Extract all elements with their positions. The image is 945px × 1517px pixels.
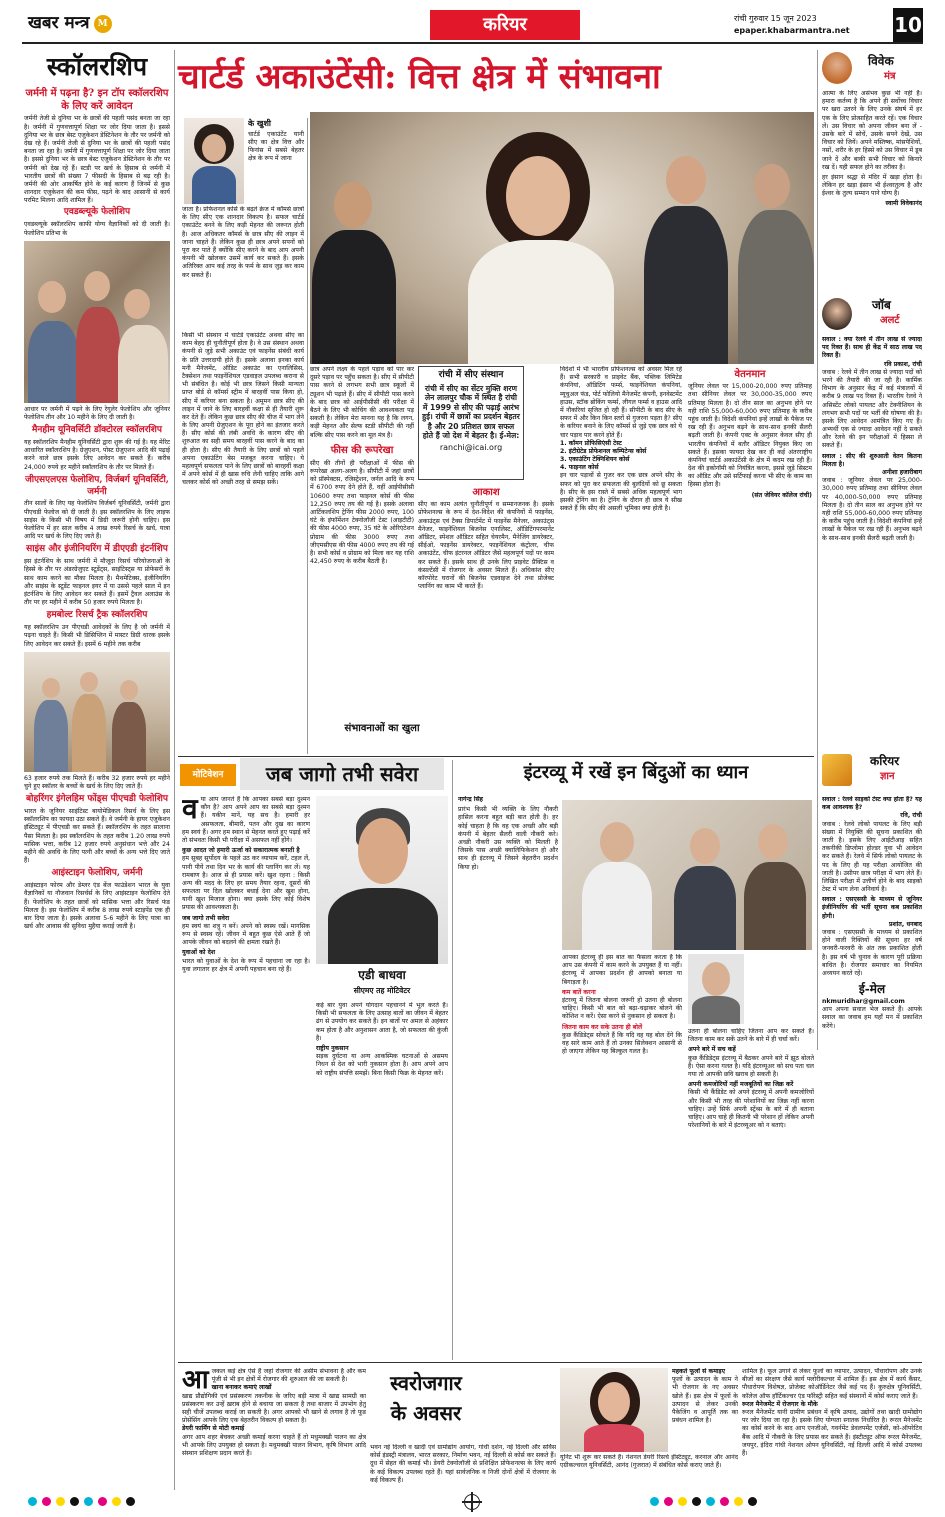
vivek-mantra-logo: विवेक मंत्र <box>822 52 922 86</box>
person-portrait-icon <box>822 298 852 330</box>
scholarship-s3-head: जीएसएलएस फेलोशिप, विर्जबर्ग यूनिवर्सिटी, जर्मनी <box>25 474 169 497</box>
motivation-col-1: वया आप जानते हैं कि आपका सबसे बड़ा दुश्मन कौन है? आप अपने आप का सबसे बड़ा दुश्मन हैं। यकीन मानें, यह सच है। हमारी हर असफलता, बीमारी, पतन और दुख का कारण हम स्वयं हैं। अगर हम स्थान से मेहनत करते हुए पढ़ाई करें तो संभवतः किसी भी परीक्षा में असफल नहीं होंगे। कुछ आदत जो हमारी ऊर्जा को सकारात्मक बनाती है हम सुबह सूर्योदय के पहले उठ कर व्यायाम करें, टहल लें, पानी पीयें तथा दिन भर के कार्य की प्लानिंग कर लें। यह रामबाण है। आज से ही प्रयास करें। खुश रहना : किसी अन्य की मदद के लिए हर समय तैयार रहना, दूसरों की सफलता पर दिल खोलकर बधाई देना और खुश होना, यानी खुश मिजाज होना। क्या इसके लिए कोई विशेष प्रयास की आवश्यकता है। जब जागो तभी सवेरा हम स्वयं का शत्रु न बनें। अपने को स्वस्थ रखें। मानसिक रूप से स्वस्थ रहें। जीवन में बहुत कुछ ऐसे आते हैं जो आपके जीवन को बदलने की क्षमता रखते हैं। युवाओं को देश भारत को युवाओं के देश के रूप में पहचाना जा रहा है। युवा लगातार हर क्षेत्र में अपनी पहचान बना रहे हैं। <box>182 796 310 973</box>
scholarship-s4-head: साइंस और इंजीनियरिंग में डीएएडी इंटर्नशिप <box>26 544 168 555</box>
registration-dot <box>678 1497 687 1506</box>
akash-column: आकाश सीए का काम अत्यंत चुनौतीपूर्ण व सम्मानजनक है। इसके प्रोफेशनल्स के रूप में देश-विदेश की कंपनियों में फाइनेंस, अकाउंट्स एवं टैक्स डिपार्टमेंट में फाइनेंस मैनेजर, अकाउंट्स मैनेजर, फाइनेंशियल बिजनेस एनालिस्ट, ऑडिटिंगपरमानेंट ऑडिटर, स्पेशल ऑडिटर सहित चेयरमैन, मैनेजिंग डायरेक्टर, सीईओ, फाइनेंस डायरेक्टर, फाइनेंशियल कंट्रोलर, चीफ अकाउंटेंट, चीफ इंटरनल ऑडिटर जैसे महत्वपूर्ण पदों पर काम कर सकते हैं। इसके साथ ही उनके लिए प्राइवेट प्रैक्टिस व कंसल्टेंसी में रोजगार के अवसर मिलते हैं। अधिकांश सीए कॉरपोरेट घरानों की बिजनेस एडवाइज देने तथा प्रोजेक्ट प्लानिंग का काम भी करते हैं। <box>418 487 554 591</box>
registration-dot <box>734 1497 743 1506</box>
person-body <box>692 996 740 1024</box>
fee-head: फीस की रूपरेखा <box>330 444 394 456</box>
main-col-6: विदेशों में भी भारतीय प्रोफेशनल्स को अवसर मिल रहे हैं। सभी सरकारी व प्राइवेट बैंक, पब्लिक लिमिटेड कंपनियां, ऑडिटिंग फर्म्स, फाइनेंशियल कंपनियां, म्यूचुअल फंड, पोर्ट फोलियो मैनेजमेंट कंपनी, इनवेस्टमेंट हाउस, स्टॉक ब्रोकिंग फर्म्स, लीगल फर्म्स व हाउस आदि में नौकरियां सृजित हो रही हैं। सीपीटी के बाद सीए के सफर में और किन किन स्तरों से गुजरना पड़ता है? सीए के करियर बनाने के लिए कॉमर्स से जुड़े एक छात्र को ये चार पड़ाव पार करने होते हैं। 1. कॉमन प्रोफिसिएंसी टेस्ट 2. इंटीग्रेटेड प्रोफेशनल कम्पिटेन्स कोर्स 3. एकाउंटिंग टेक्निशियन कोर्स 4. फाइनल कोर्स इन चार पड़ावों से गुजर कर एक छात्र अपने सीए के सफर को पूरा कर सफलता की बुलंदियों को छू सकता है। सीए के इस रास्ते में सबसे अधिक महत्वपूर्ण भाग इसकी ट्रेनिंग का है। ट्रेनिंग के दौरान ही छात्र ये सीख सकते हैं कि सीए की असली भूमिका क्या होती है। <box>560 366 682 513</box>
motivation-tag: मोटिवेशन <box>180 764 236 786</box>
salary-source: (संत जेवियर कॉलेज रांची) <box>751 491 812 499</box>
interview-col-2: आपका इंटरव्यू ही इस बात का फैसला करता है कि आप उस कंपनी में काम करने के उपयुक्त हैं या नहीं। इंटरव्यू में आपका प्रदर्शन ही आपको बनाता या बिगाड़ता है। कम बातें करना इंटरव्यू में जितना बोलना जरूरी हो उतना ही बोलना चाहिए। किसी भी बात को बढ़ा-चढ़ाकर बोलने की कोशिश न करें। ऐसा करने से नुकसान हो सकता है। जितना काम कर सके उतना ही बोलें कुछ कैंडिडेट्स सोचते हैं कि यदि वह यह बोल देंगे कि वह सारे काम आते हैं तो उनका सिलेक्शन आसानी से हो जाएगा लेकिन यह बिल्कुल गलत है। <box>562 954 682 1056</box>
hero-photo-classroom <box>310 112 814 364</box>
main-col-3: छात्र अपने लक्ष्य के पहले पड़ाव को पार कर दूसरे पड़ाव पर पहुँच सकता है। सीए में सीपीटी पास करने से लगभग सभी छात्र स्कूलों में ट्यूशन भी पढ़ाते हैं। सीए में सीपीटी पास करने के बाद छात्र को आईपीसीसी की परीक्षा में बैठने के लिए भी कोचिंग की आवश्यकता पड़ सकती है। लेकिन मेरा मानना यह है कि लगन, कड़ी मेहनत और सेल्फ स्टडी सीपीटी की नहीं बल्कि सीए पास करने का मूल मंत्र है। फीस की रूपरेखा सीए की तीनों ही परीक्षाओं में फीस की रूपरेखा अलग-अलग है। सीपीटी में जहां छात्रों को प्रॉस्पेक्टस, रजिस्ट्रेशन, जर्नल आदि के रूप में 6700 रुपए देने होते हैं, वहीं आईपीसीसी 10600 रुपए तथा फाइनल कोर्स की फीस 12,250 रुपए तय की गई है। इसके अलावा आर्टिकलशिप ट्रेनिंग फीस 2000 रुपए, 100 घंटे के इंफॉर्मेशन टेक्नोलॉजी टेस्ट (आइटीटी) की फीस 4000 रुपए, 35 घंटे के ओरिएंटेशन प्रोग्राम की फीस 3000 रुपए तथा जीएमसीएस की फीस 4000 रुपए तय की गई है। सभी कोर्स व प्रोग्राम को मिला कर यह राशि 42,450 रुपए के करीब बैठती है। <box>310 366 414 566</box>
student-body-main <box>468 240 614 364</box>
ranchi-box-text: रांची में सीए का सेंटर मुक्ति शरण लेन लालपुर चौक में स्थित है रांची में 1999 से सीए की पढ़ाई आरंभ हुई। रांची में छात्रों का प्रदर्शन बेहतर है और 20 प्रतिशत छात्र सफल होते हैं जो देश में बेहतर है। ई-मेल: <box>422 383 520 441</box>
student-face <box>38 281 66 313</box>
list-item: 3. एकाउंटिंग टेक्निशियन कोर्स <box>560 456 630 464</box>
list-item: 4. फाइनल कोर्स <box>560 464 599 472</box>
scholarship-s6-text: भारत के जूनियर साइंटिस्ट बायोमेडिकल रिसर्च के लिए इस स्कॉलरशिप का फायदा उठा सकते हैं। वे जर्मनी के हायर एजुकेशन इंस्टिट्यूट में पीएचडी कर सकते हैं। स्कॉलरशिप के तहत सालाना पैसा मिलता है। इस स्कॉलरशिप के तहत करीब 1.20 लाख रुपये मासिक भत्ता, करीब 12 हजार रुपये अनुसंधान भत्ते और 24 महीने की अवधि के लिए पत्नी और बच्चों के अन्य भत्ते दिए जाते हैं। <box>24 808 170 865</box>
candidate-face <box>600 822 634 862</box>
bottom-col-2: भवन नई दिल्ली व खादी एवं ग्रामोद्योग आयोग, गांधी दर्शन, नई दिल्ली और सर्विस कोर्स इंडस्ट्री मंत्रालय, भारत सरकार, निर्माण भवन, नई दिल्ली से कोर्स कर सकते हैं। दूध में सेहत की कमाई भी। डेयरी टेक्नोलॉजी से प्रशिक्षित प्रोफेशनल्स के लिए कार्य के कई विकल्प उपलब्ध रहते हैं। यहां सार्वजनिक व निजी दोनों क्षेत्रों में रोजगार के कई विकल्प हैं। <box>370 1444 556 1484</box>
person-face <box>702 962 730 996</box>
registration-marks-right <box>650 1497 762 1507</box>
main-intro-a: के खुशी चार्टर्ड एकाउंटेंट यानी सीए का क्षेत्र वित्त और फिनांस में सबसे बेहतर क्षेत्र के रूप में जाना <box>248 118 304 163</box>
student-body <box>644 206 728 364</box>
salary-head: वेतनमान <box>734 369 766 380</box>
bottom-col-3b: महकते फूलों से कमाइए फूलों के उत्पादन के काम ने भी रोजगार के नए अवसर खोले हैं। इस क्षेत्र में फूलों के उत्पादन से लेकर उनकी पैकेजिंग व आपूर्ति तक का प्रबंधन शामिल है। <box>672 1368 738 1425</box>
list-item: 1. कॉमन प्रोफिसिएंसी टेस्ट <box>560 439 622 447</box>
registration-dot <box>720 1497 729 1506</box>
scholarship-title: स्कॉलरशिप <box>46 52 148 81</box>
motivator-body <box>328 888 438 964</box>
brand-logo: खबर मन्त्र M <box>28 12 112 34</box>
registration-marks-left <box>28 1497 140 1507</box>
vivek-author: स्वामी विवेकानंद <box>885 200 922 208</box>
candidate-body <box>582 862 652 950</box>
registration-dot <box>98 1497 107 1506</box>
scholarship-s3-text: तीन सालों के लिए यह फेलोशिप विर्जबर्ग यूनिवर्सिटी, जर्मनी द्वारा पीएचडी फेलोज को दी जाती है। इस स्कॉलरशिप के लिए लाइफ साइंस के किसी भी विषय में डिग्री जरूरी होनी चाहिए। इस फेलोशिप में हर साल करीब 4 लाख रुपये रिसर्च के खर्च, यात्रा आदि पर खर्च के लिए दिए जाते हैं। <box>24 500 170 541</box>
student-face-main <box>506 156 570 236</box>
interviewer-body <box>674 866 736 950</box>
scholarship-s5-text-b: 63 हजार रुपये तक मिलते हैं। करीब 32 हजार रुपये हर महीने चुने हुए स्कॉलर के बच्चों के खर्च के लिए दिए जाते हैं। <box>24 774 170 790</box>
student-body <box>28 321 78 403</box>
registration-dot <box>126 1497 135 1506</box>
registration-crosshair-icon <box>464 1494 480 1510</box>
column-divider <box>817 50 818 1050</box>
motivator-photo <box>316 796 448 964</box>
section-divider <box>178 756 814 757</box>
main-byline: के खुशी <box>248 118 271 128</box>
registration-dot <box>706 1497 715 1506</box>
registration-dot <box>84 1497 93 1506</box>
scholarship-s6-head: बोहरिंगर इंगेलहिम फोंड्स पीएचडी फेलोशिप <box>25 794 168 805</box>
self-employment-title: स्वरोजगार के अवसर <box>390 1371 462 1425</box>
scholarship-s1-head: एवडब्ल्यूके फेलोशिप <box>63 207 131 218</box>
interview-col-3: उतना ही बोलना चाहिए जितना आप कर सकते हैं। जितना काम कर सकें उतने के बारे में ही चर्चा करें। अपने बारे में सच कहें कुछ कैंडिडेट्स इंटरव्यू में बैठकर अपने बारे में झूठ बोलते हैं। ऐसा करना गलत है। यदि इंटरव्यूअर को सच पता चल गया तो आपकी छवि खराब हो सकती है। अपनी कमजोरियों नहीं मजबूतियों का जिक्र करें किसी भी कैंडिडेट को अपने इंटरव्यू में अपनी कमजोरियों और किसी भी तरह की परेशानियों का जिक्र नहीं करना चाहिए। उन्हें सिर्फ अपनी स्ट्रेंथ्स के बारे में ही बताना चाहिए। आप चाहे ही कितनी भी परेशान हों लेकिन अपनी परेशानियों के बारे में इंटरव्यूअर को न बताएं। <box>688 1028 814 1130</box>
vivekananda-portrait-icon <box>822 52 852 84</box>
interviewer-body <box>744 862 806 950</box>
email-address[interactable]: nkmuridhar@gmail.com <box>822 997 905 1005</box>
scholarship-s1-text-b: आधार पर जर्मनी में पढ़ने के लिए रेगुलेर फेलोशिप और जूनियर फेलोशिप तीन और 10 महीने के लिए दी जाती है। <box>24 405 170 421</box>
student-face <box>124 289 150 319</box>
page-header <box>22 8 923 44</box>
bottom-photo-woman <box>560 1368 668 1452</box>
column-divider <box>174 50 175 1490</box>
student-body <box>312 230 396 364</box>
scholarship-photo-students <box>24 241 170 403</box>
career-gyan-logo: करियर ज्ञान <box>822 752 922 790</box>
student-face <box>42 678 60 698</box>
registration-dot <box>664 1497 673 1506</box>
scholarship-s4-text: इस इंटर्नशिप के साथ जर्मनी में मौजूदा रिसर्च परियोजनाओं के हिस्से के तौर पर अंडरग्रेजुएट स्टूडेंट्स, साइंटिस्ट्स या प्रोफेसरों के साथ काम करने का मौका मिलता है। मैथमेटिक्स, इंजीनियरिंग और साइंस के स्टूडेंट फाइनल इयर में या उससे पहले साल में इन इंटर्नशिप के लिए आवेदन कर सकते हैं। इसमें ट्रैवल अलाउंस के तौर पर हर महीने में करीब 50 हजार रुपये मिलता है। <box>24 558 170 607</box>
student-face <box>666 156 706 204</box>
section-divider <box>178 1362 922 1363</box>
registration-dot <box>56 1497 65 1506</box>
job-alert-logo: जॉब अलर्ट <box>822 296 922 332</box>
brand-badge-icon: M <box>94 15 112 33</box>
woman-body <box>584 1424 644 1452</box>
motivator-role: सीएमए तह मोटिवेटर <box>353 986 411 995</box>
student-face <box>120 680 138 700</box>
ranchi-box-email[interactable]: ranchi@icai.org <box>439 442 503 452</box>
scholarship-s1-text: एवडब्ल्यूके स्कॉलरशिप काफी योग्य वैज्ञानिकों को दी जाती है। फेलोशिप प्रतिभा के <box>24 221 170 237</box>
interview-photo <box>562 800 812 950</box>
job-alert-text: सवाल : क्या रेलवे में तीन लाख से ज्यादा पद रिक्त हैं। साथ ही केंद्र में साठ लाख पद रिक्त हैं। रवि प्रकाश, रांची जवाब : रेलवे में तीन लाख से ज्यादा पदों को भरने की तैयारी की जा रही है। कार्मिक विभाग के अनुसार केंद्र में कई मंत्रालयों में करीब 9 लाख पद रिक्त हैं। भारतीय रेलवे ने असिस्टेंट लोको पायलट और टेक्नीशियन के लगभग सभी पदों पर भर्ती की घोषणा की है। इसके लिए आवेदन आमंत्रित किए गए हैं। अभ्यर्थी एक से ज्यादा आवेदन नहीं दे सकते और रेलवे की इन परीक्षाओं में हिस्सा ले सकते हैं। सवाल : सीए की शुरुआती वेतन कितना मिलता है। अनीशा हजारीबाग जवाब : जूनियर लेवल पर 25,000-30,000 रुपए प्रतिमाह तथा सीनियर लेवल पर 40,000-50,000 रुपए प्रतिमाह मिलता है। दो तीन साल का अनुभव होने पर यही राशि 55,000-60,000 रुपए प्रतिमाह के करीब पहुंच जाती है। विदेशी कंपनियां इन्हें लाखों के पैकेज पर रख रही हैं। अनुभव बढ़ने के साथ-साथ इनकी सैलरी बढ़ती जाती है। <box>822 336 922 542</box>
bottom-col-1: आजकल कई क्षेत्र ऐसे हैं जहां रोजगार की असीम संभावना है और कम पूंजी से भी इन क्षेत्रों में रोजगार की शुरुआत की जा सकती है। खाना बनाकर कमाएं लाखों खाद्य प्रौद्योगिकी एवं प्रसंस्करण तकनीक के जरिए बड़ी मात्रा में खाद्य सामग्री का प्रसंस्करण कर उन्हें ख़राब होने से बचाया जा सकता है तथा बाजार में उपभोग हेतु सही चीजें उपलब्ध कराई जा सकती है। अगर आपको भी खाने से लगाव है तो फूड प्रोसेसिंग आपके लिए एक बेहतरीन विकल्प हो सकता है। डेयरी फार्मिंग से मोटी कमाई अगर आप शहर बेचकर अच्छी कमाई करना चाहते हैं तो मधुमक्खी पालन का क्षेत्र भी आपके लिए उपयुक्त हो सकता है। मधुमक्खी पालन विभाग, कृषि विभाग आदि संस्थान प्रशिक्षण प्रदान करते हैं। <box>182 1368 366 1457</box>
student-body <box>112 702 146 772</box>
scholarship-intro-text: जर्मनी तेजी से दुनिया भर के छात्रों की पहली पसंद बनता जा रहा है। जर्मनी में गुणवत्तापूर्ण शिक्षा पर जोर दिया जाता है। इससे दुनिया भर के छात्र बेस्ट एजुकेशन डेस्टिनेशन के तौर पर जर्मनी को देख रहे हैं। जर्मनी तेजी से दुनिया भर के छात्रों की पहली पसंद बनता जा रहा है। जर्मनी में गुणवत्तापूर्ण शिक्षा पर जोर दिया जाता है। इससे दुनिया भर के छात्र बेस्ट एजुकेशन डेस्टिनेशन के तौर पर जर्मनी को देख रहे हैं। स्टडी पर खर्च के हिसाब से जर्मनी में भारतीय छात्रों की संख्या 7 फीसदी के हिसाब से बढ़ रही है। जर्मनी की ओर आकर्षित होने के कई कारण हैं जिनमें से कुछ शानदार एजुकेशन की कम फीस, पढ़ने के बाद आसानी से कार्य परमिट मिलना आदि शामिल हैं। <box>24 115 170 205</box>
registration-dot <box>112 1497 121 1506</box>
student-body <box>34 700 68 772</box>
student-face <box>80 672 98 692</box>
scholarship-s7-head: आइंस्टाइन फेलोशिप, जर्मनी <box>51 868 143 879</box>
interview-title: इंटरव्यू में रखें इन बिंदुओं का ध्यान <box>523 762 749 783</box>
scholarship-s7-text: आइंस्टाइन फोरम और डेम्लर एंड बेंज फाउंडेशन भारत के युवा वैज्ञानिकों या नौजवान रिसर्चर्स के लिए आइंस्टाइन फेलोशिप देते हैं। फेलोशिप के तहत छात्रों को मासिक भत्ता और रिसर्च फंड मिलता है। इस फेलोशिप में करीब 8 लाख रुपये स्टाइपेंड एक ही बार दिया जाता है। इसके अलावा 5-6 महीने के लिए यात्रा का खर्च और आवास की सुविधा मुहैया कराई जाती है। <box>24 882 170 931</box>
motivator-face <box>358 818 408 884</box>
interview-byline: नागेन्द्र सिंह <box>458 796 483 803</box>
student-face <box>334 182 372 228</box>
registration-dot <box>748 1497 757 1506</box>
section-tab: करियर <box>430 10 580 40</box>
scholarship-s2-head: मैनहीम यूनिवर्सिटी डॉक्टोरल स्कॉलरशिप <box>32 425 162 436</box>
interviewer-face <box>758 824 788 860</box>
motivator-name: एडी बाधवा <box>358 968 406 982</box>
main-col-2: किसी भी संस्थान में चार्टर्ड एकाउंटेंट अथवा सीए का काम बेहद ही चुनौतीपूर्ण होता है। वे उस संस्थान अथवा कंपनी से जुड़े सभी अकाउंट एवं फाइनेंस संबंधी कार्य के प्रति उत्तरदायी होते हैं। इसके अलावा इनका कार्य मनी मैनेजमेंट, ऑडिट अकाउंट का एनालिसिस, टैक्सेशन तथा फाइनेंशियल एडवाइज उपलब्ध कराना से भी संबंधित है। कोई भी छात्र जिसने किसी मान्यता प्राप्त बोर्ड से कॉमर्स स्ट्रीम में बारहवीं पास किया हो, सीए में करियर बना सकता है। अमूमन छात्र सीए की लाइन में जाने के लिए बारहवीं कक्षा से ही तैयारी शुरू कर देते हैं। लेकिन कुछ छात्र सीए की चीज में भाग लेने के लिए अपनी ग्रेजुएशन के पूरा होने का इंतजार करते हैं। सीए कोर्स की लंबी अवधि के कारण सीए की शुरुआत का सही समय बारहवीं पास करने के बाद का ही होता है। सीए की तैयारी के लिए छात्रों को पहले अपना एकाउंटिंग बेस मजबूत करना चाहिए। ये महत्वपूर्ण सफलता पाने के लिए छात्रों को बारहवीं कक्षा में अपने कोर्स में ही खास रुचि लेनी चाहिए ताकि आगे चलकर कोर्स को अच्छी तरह से समझ सकें। <box>182 332 304 487</box>
column-divider <box>307 118 308 754</box>
scholarship-column <box>24 50 170 1490</box>
website-link[interactable]: epaper.khabarmantra.net <box>734 26 850 35</box>
registration-dot <box>70 1497 79 1506</box>
bottom-dropcap: आ <box>182 1368 209 1395</box>
scholarship-photo-campus <box>24 652 170 772</box>
vivek-text: आत्मा के लिए असंभव कुछ भी नहीं है। हमारा कर्तव्य है कि अपने ही सर्वोच्च विचार पर खरा उतरने के लिए उनके संघर्ष में हर एक के लिए प्रोत्साहित करते रहें। एक विचार लें। उस विचार को अपना जीवन बना लें - उसके बारे में सोचें, उसके सपने देखें, उस विचार को जियें। अपने मस्तिष्क, मांसपेशियों, नसों, शरीर के हर हिस्से को उस विचार में डूब जाने दें और बाकी सभी विचार को किनारे रख दें। यही सफल होने का तरीका है। हर इंसान श्रद्धा से मंदिर में खड़ा होता है। लेकिन हर खड़ा इंसान भी ईश्वरतुल्य है और ईश्वर के तुल्य सम्मान पाने योग्य है। स्वामी विवेकानंद <box>822 90 922 208</box>
scholarship-intro-head: जर्मनी में पढ़ना है? इन टॉप स्कॉलरशिप के लिए करें आवेदन <box>25 88 169 113</box>
registration-dot <box>42 1497 51 1506</box>
woman-face <box>598 1382 630 1422</box>
interviewer-face <box>690 828 720 864</box>
scholarship-s2-text: यह स्कॉलरशिप मैनहीम यूनिवर्सिटी द्वारा शुरू की गई है। यह मेरिट आधारित स्कॉलरशिप है। ग्रेजुएशन, पोस्ट ग्रेजुएशन आदि की पढ़ाई करने वाले छात्र इसके लिए आवेदन कर सकते हैं। करीब 24,000 रुपये हर महीने स्कॉलरशिप के तौर पर मिलते हैं। <box>24 438 170 471</box>
ranchi-box <box>418 366 524 480</box>
career-gyan-icon <box>822 754 852 786</box>
student-body <box>738 210 814 364</box>
scholarship-s5-text: यह स्कॉलरशिप उन पीएचडी आवेदकों के लिए है जो जर्मनी में पढ़ना चाहते हैं। किसी भी डिसिप्लिन में मास्टर डिग्री धारक इसके लिए आवेदन कर सकते हैं। इसमें 6 महीने तक करीब <box>24 624 170 648</box>
bottom-col-3: यूनिट भी शुरू कर सकते हैं। नेशनल डेयरी रिसर्च इंस्टिट्यूट, करनाल और आनंद एग्रीकल्चरल यूनिवर्सिटी, आनंद (गुजरात) में संबंधित कोर्स कराए जाते हैं। <box>560 1454 738 1470</box>
dateline: रांची गुरुवार 15 जून 2023 <box>734 14 817 23</box>
motivation-col-2: कई बार युवा अपने योगदान पहचानने में भूल करते हैं। किसी भी सफलता के लिए उत्साह बातों का जीवन में बेहतर ढंग से उपयोग कर सकते हैं। इन बातों पर अमल से अहंकार कम होता है और अनुशासन आता है, जो सफलता की कुंजी है। राष्ट्रीय नुकसान सड़क दुर्घटना या अन्य आकस्मिक घटनाओं से असमय निधन से देश को भारी नुकसान होता है। आप अपने आप को राष्ट्रीय संपत्ति समझें। बिना किसी फिक्र के मेहनत करें। <box>316 1002 448 1077</box>
email-head: ई-मेल <box>858 982 886 997</box>
registration-dot <box>650 1497 659 1506</box>
akash-head: आकाश <box>472 487 500 498</box>
main-intro-b: जाता है। प्रोफेशनल कोर्स के बढ़ते क्रेज में कॉमर्स छात्रों के लिए सीए एक शानदार विकल्प है। सफल चार्टर्ड एकाउंटेंट बनने के लिए कड़ी मेहनत की जरूरत होती है। आज अधिकतर कॉमर्स के छात्र सीए की लाइन में जाना चाहते हैं। लेकिन कुछ ही छात्र अपने सपनों को पूरा कर पाते हैं क्योंकि सीए करने के बाद आप अपनी कंपनी भी खोलकर उसमें कार्य कर सकते हैं। इसके अतिरिक्त आप कई तरह के फर्म के साथ जुड़ कर काम कर सकते हैं। <box>182 206 304 279</box>
student-face <box>754 164 790 208</box>
registration-dot <box>692 1497 701 1506</box>
career-gyan-text: सवाल : रेलवे साइको टेस्ट क्या होता है? यह कब आवश्यक है? रवि, रांची जवाब : रेलवे लोको पायलट के लिए बड़ी संख्या में नियुक्ति की सूचना प्रकाशित की जाती है। इसके लिए आईटीआइ सहित तकनीकी डिप्लोमा होल्डर युवा भी आवेदन कर सकते हैं। रेलवे में सिर्फ लोको पायलट के पद के लिए ही यह परीक्षा आयोजित की जाती है। उसीपर छात्र परीक्षा में भाग लेते हैं। लिखित परीक्षा में उत्तीर्ण होने के बाद साइको टेस्ट में भाग लेना अनिवार्य है। सवाल : एसएससी के माध्यम से जूनियर इंजीनियरिंग की भर्ती सूचना कब प्रकाशित होगी। प्रशांत, धनबाद जवाब : एसएससी के माध्यम से प्रकाशित होने वाली रिक्तियों की सूचना हर वर्ष जनवरी-फरवरी के अंत तक प्रकाशित होती है। इस वर्ष भी चुनाव के कारण पूरी प्रक्रिया बाधित है। रोजगार समाचार का नियमित अध्ययन करते रहें। ई-मेल nkmuridhar@gmail.com आप अपना सवाल भेज सकते हैं। आपके सवाल का जवाब हम यहाँ मन में प्रकाशित करेंगे। <box>822 796 922 1030</box>
ranchi-box-head: रांची में सीए संस्थान <box>438 370 504 380</box>
author-body <box>192 166 236 204</box>
page-number: 10 <box>893 8 923 42</box>
motivation-title: जब जागो तभी सवेरा <box>240 758 444 790</box>
main-headline: चार्टर्ड अकाउंटेंसी: वित्त क्षेत्र में संभावना <box>178 57 661 97</box>
list-item: 2. इंटीग्रेटेड प्रोफेशनल कम्पिटेन्स कोर्स <box>560 447 647 455</box>
motivation-dropcap: व <box>182 796 198 825</box>
scholarship-s5-head: हमबोल्ट रिसर्च ट्रैक स्कॉलरशिप <box>46 610 148 621</box>
byline-photo <box>184 118 244 204</box>
interview-col-1: नागेन्द्र सिंह प्रारंभ किसी भी व्यक्ति के लिए नौकरी हासिल करना बहुत बड़ी बात होती है। हर कोई चाहता है कि वह एक अच्छी और बड़ी कंपनी में बेहतर सैलरी वाली नौकरी करे। अच्छी नौकरी उस व्यक्ति को मिलती है जिसके पास अच्छी क्वालिफिकेशन हो और साथ ही इंटरव्यू में जिसने बेहतरीन प्रदर्शन किया हो। <box>458 796 558 871</box>
registration-dot <box>28 1497 37 1506</box>
student-face <box>84 271 110 301</box>
student-body <box>118 325 168 403</box>
column-divider <box>452 760 453 1360</box>
salary-column: वेतनमान जूनियर लेवल पर 15,000-20,000 रुपए प्रतिमाह तथा सीनियर लेवल पर 30,000-35,000 रुपए प्रतिमाह मिलता है। दो तीन साल का अनुभव होने पर यही राशि 55,000-60,000 रुपए प्रतिमाह के करीब पहुंच जाती है। विदेशी कंपनियां इन्हें लाखों के पैकेज पर रख रही हैं। अनुभव बढ़ने के साथ-साथ इनकी सैलरी बढ़ती जाती है। कंपनी एक्ट के अनुसार केवल सीए ही भारतीय कंपनियों में बतौर ऑडिटर नियुक्त किए जा सकते हैं। इसका फायदा देख कर ही कई अंतरराष्ट्रीय कंपनियां चार्टर्ड अकाउंटेंसी के क्षेत्र में कदम रख रही हैं। देश की इकोनॉमी को नियंत्रित करना, इससे जुड़े सिस्टम का ऑडिट और उसे सर्टिफाई करना भी सीए के काम का हिस्सा होता है। (संत जेवियर कॉलेज रांची) <box>688 369 812 499</box>
author-face <box>202 134 226 162</box>
student-body <box>76 307 120 403</box>
photo-caption: संभावनाओं का खुला <box>344 723 420 734</box>
interview-portrait <box>688 954 744 1024</box>
student-body <box>72 694 106 772</box>
bottom-col-4: शामिल है। फूल उगाने से लेकर फूलों का व्यापार, उत्पादन, पौधारोपण और उनके बीजों का संरक्षण जैसे कार्य फ्लोरीकल्चर में शामिल हैं। इस क्षेत्र में कार्य कैंसर, पौधारोपण विशेषज्ञ, प्रोजेक्ट कोऑर्डिनेटर जैसे कई पद हैं। कुरुक्षेत्र यूनिवर्सिटी, कॉलेज ऑफ हॉर्टिकल्चर एंड फॉरेस्ट्री सहित कई संस्थानों में कोर्स कराए जाते हैं। रूरल मैनेजमेंट में रोजगार के मौके रूरल मैनेजमेंट यानी ग्रामीण प्रबंधन में कृषि उत्पाद, उद्योगों तथा खादी ग्रामोद्योग पर जोर दिया जा रहा है। इसके लिए योग्यता स्नातक निर्धारित है। रूरल मैनेजमेंट का कोर्स करने के बाद आप एनजीओ, गवर्नमेंट डेवलपमेंट एजेंसी, को-ऑपरेटिव बैंक आदि में नौकरी के लिए प्रयास कर सकते हैं। इंस्टीट्यूट ऑफ रूरल मैनेजमेंट, जयपुर, इंदिरा गांधी नेशनल ओपन यूनिवर्सिटी, नई दिल्ली आदि में कोर्स उपलब्ध हैं। <box>742 1368 922 1457</box>
